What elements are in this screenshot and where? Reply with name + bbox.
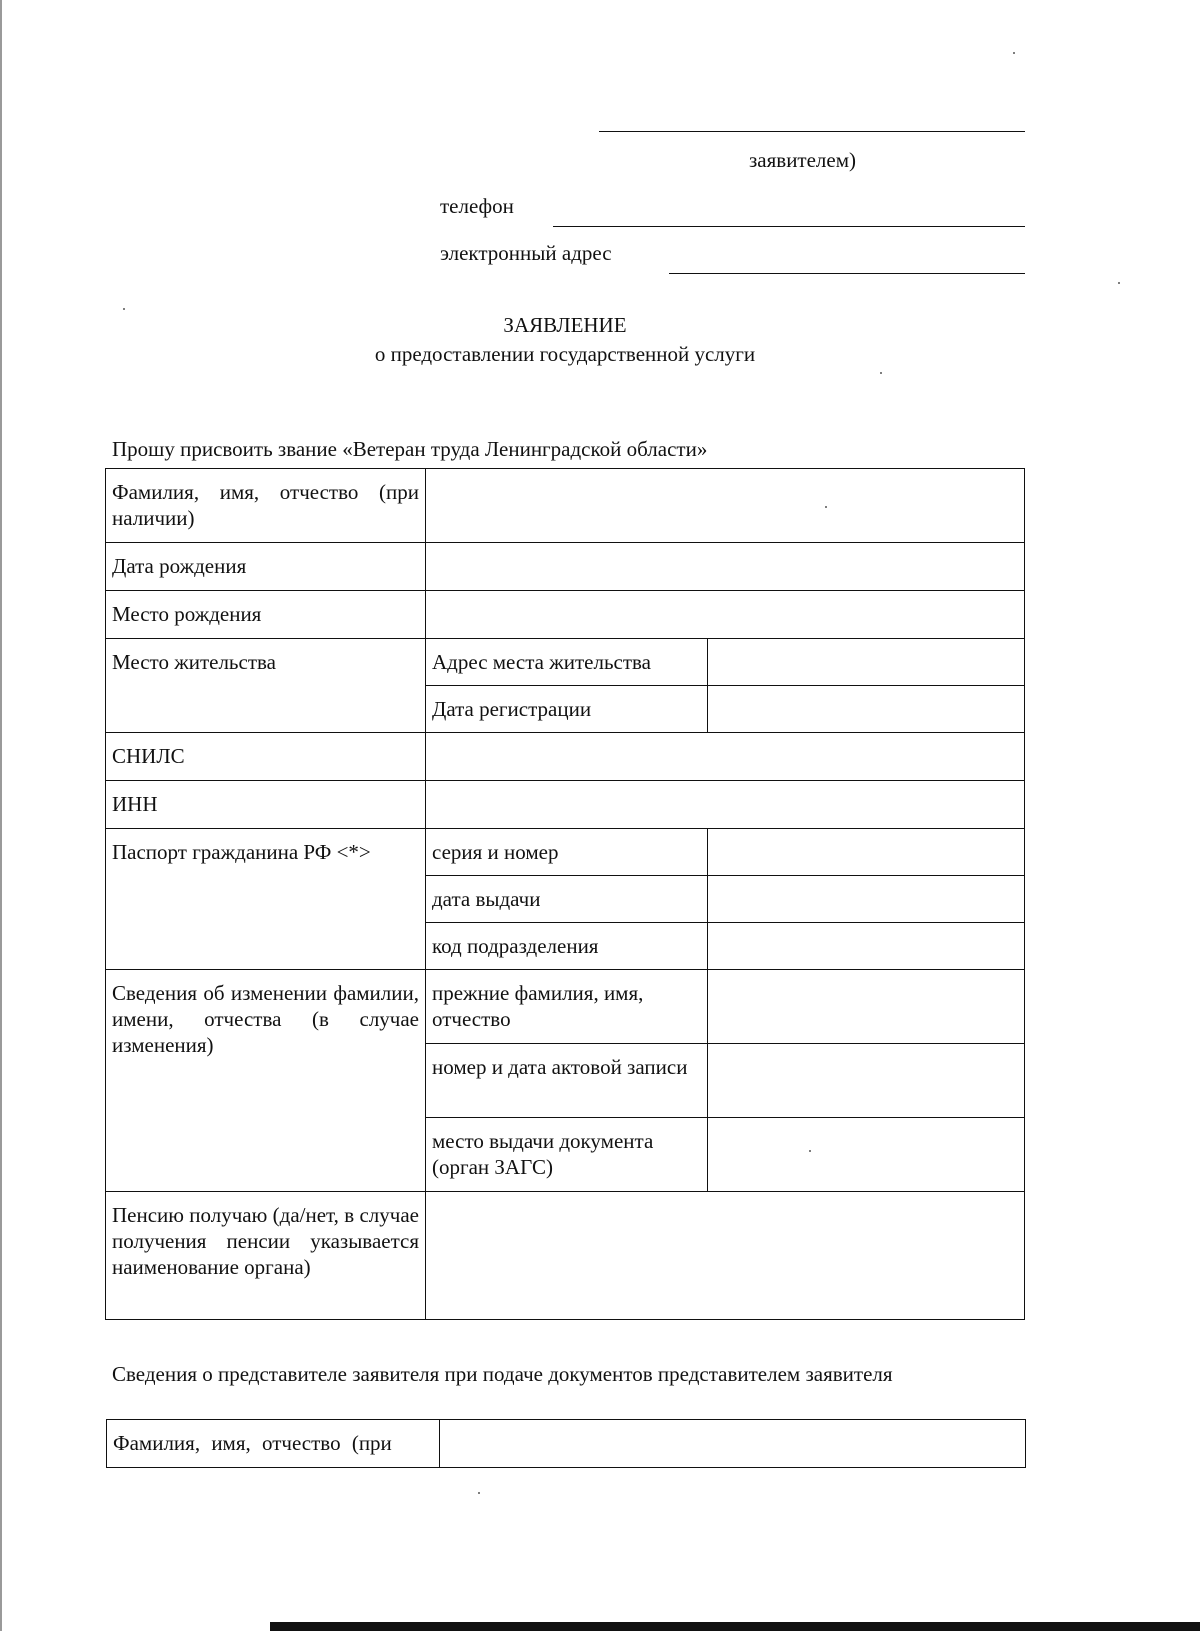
birth-date-field[interactable] bbox=[426, 543, 1025, 591]
residence-address-label: Адрес места жительства bbox=[426, 639, 708, 686]
issue-place-field[interactable] bbox=[708, 1118, 1025, 1192]
request-text: Прошу присвоить звание «Ветеран труда Ленинградской области» bbox=[112, 437, 708, 461]
pension-field[interactable] bbox=[426, 1192, 1025, 1320]
birth-place-field[interactable] bbox=[426, 591, 1025, 639]
pension-label: Пенсию получаю (да/нет, в случае получения пенсии указывается наименование органа) bbox=[106, 1192, 426, 1320]
table-row bbox=[106, 781, 1025, 829]
full-name-field[interactable] bbox=[426, 469, 1025, 543]
table-row bbox=[106, 469, 1025, 543]
table-row bbox=[106, 970, 1025, 1044]
table-row bbox=[106, 829, 1025, 876]
applicant-info-table bbox=[105, 468, 1025, 1320]
applicant-signature-line[interactable] bbox=[599, 131, 1025, 132]
table-row bbox=[106, 1192, 1025, 1320]
passport-issue-date-label: дата выдачи bbox=[426, 876, 708, 923]
passport-division-code-field[interactable] bbox=[708, 923, 1025, 970]
scan-speck bbox=[1013, 52, 1015, 54]
registration-date-field[interactable] bbox=[708, 686, 1025, 733]
full-name-label: Фамилия, имя, отчество (при наличии) bbox=[106, 469, 426, 543]
passport-series-field[interactable] bbox=[708, 829, 1025, 876]
document-subtitle: о предоставлении государственной услуги bbox=[374, 342, 756, 366]
applicant-note: заявителем) bbox=[749, 148, 857, 172]
snils-label: СНИЛС bbox=[106, 733, 426, 781]
table-row bbox=[107, 1420, 1026, 1468]
representative-text: Сведения о представителе заявителя при подаче документов представителем заявителя bbox=[112, 1362, 893, 1386]
email-label: электронный адрес bbox=[440, 241, 612, 265]
scan-bottom-edge bbox=[270, 1622, 1200, 1631]
table-row bbox=[106, 733, 1025, 781]
phone-label: телефон bbox=[440, 194, 514, 218]
issue-place-label: место выдачи документа (орган ЗАГС) bbox=[426, 1118, 708, 1192]
residence-address-field[interactable] bbox=[708, 639, 1025, 686]
residence-label: Место жительства bbox=[106, 639, 426, 733]
scan-speck bbox=[1118, 282, 1120, 284]
representative-full-name-field[interactable] bbox=[440, 1420, 1026, 1468]
phone-field[interactable] bbox=[553, 226, 1025, 227]
table-row bbox=[106, 543, 1025, 591]
previous-name-field[interactable] bbox=[708, 970, 1025, 1044]
passport-division-code-label: код подразделения bbox=[426, 923, 708, 970]
record-number-field[interactable] bbox=[708, 1044, 1025, 1118]
representative-full-name-label: Фамилия, имя, отчество (при bbox=[107, 1420, 440, 1468]
table-row bbox=[106, 591, 1025, 639]
snils-field[interactable] bbox=[426, 733, 1025, 781]
email-field[interactable] bbox=[669, 273, 1025, 274]
birth-date-label: Дата рождения bbox=[106, 543, 426, 591]
passport-label: Паспорт гражданина РФ <*> bbox=[106, 829, 426, 970]
scan-edge bbox=[0, 0, 2, 1631]
previous-name-label: прежние фамилия, имя, отчество bbox=[426, 970, 708, 1044]
scan-speck bbox=[123, 308, 125, 310]
scan-speck bbox=[880, 372, 882, 374]
passport-series-label: серия и номер bbox=[426, 829, 708, 876]
passport-issue-date-field[interactable] bbox=[708, 876, 1025, 923]
inn-field[interactable] bbox=[426, 781, 1025, 829]
document-title: ЗАЯВЛЕНИЕ bbox=[503, 313, 627, 337]
representative-info-table bbox=[106, 1419, 1026, 1468]
registration-date-label: Дата регистрации bbox=[426, 686, 708, 733]
birth-place-label: Место рождения bbox=[106, 591, 426, 639]
record-number-label: номер и дата актовой записи bbox=[426, 1044, 708, 1118]
inn-label: ИНН bbox=[106, 781, 426, 829]
table-row bbox=[106, 639, 1025, 686]
name-change-label: Сведения об изменении фамилии, имени, отчества (в случае изменения) bbox=[106, 970, 426, 1192]
scan-speck bbox=[478, 1492, 480, 1494]
